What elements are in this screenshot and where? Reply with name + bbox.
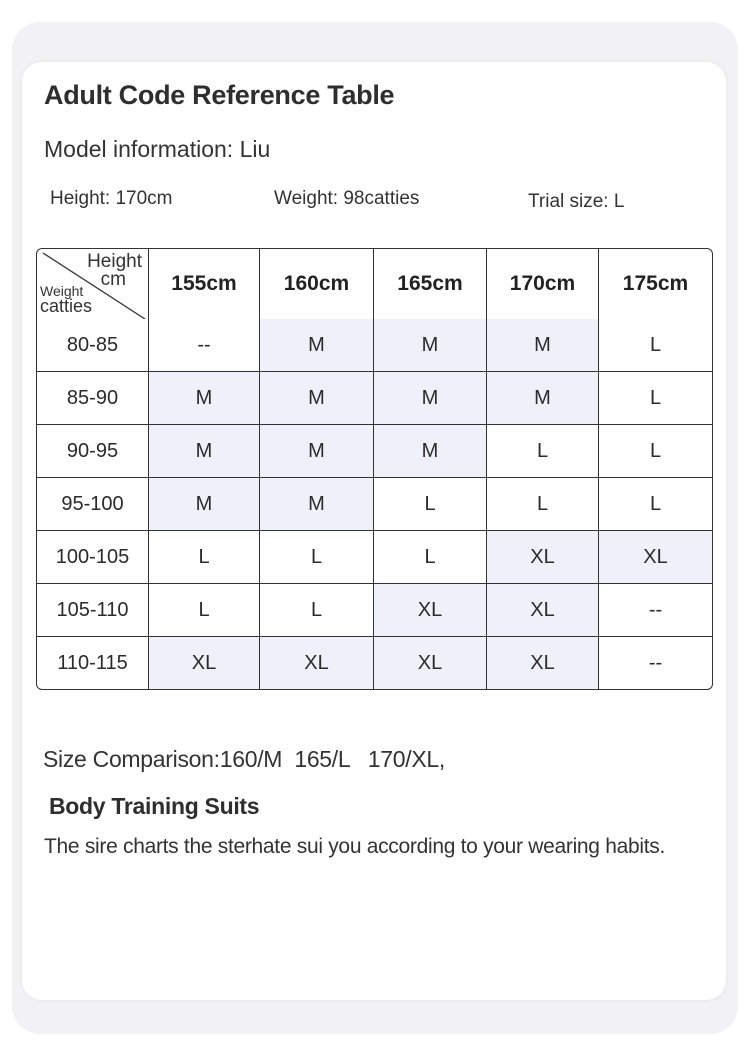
size-cell: M — [374, 319, 487, 372]
size-cell: L — [374, 478, 487, 531]
table-row — [37, 637, 712, 689]
size-cell: XL — [374, 637, 487, 689]
size-cell: -- — [599, 584, 712, 637]
size-cell: -- — [149, 319, 260, 372]
size-cell: L — [487, 425, 599, 478]
size-reference-table — [36, 248, 713, 690]
table-row — [37, 584, 712, 637]
table-row — [37, 372, 712, 425]
table-row — [37, 425, 712, 478]
size-cell: M — [149, 425, 260, 478]
size-cell: M — [149, 372, 260, 425]
weight-range-cell: 90-95 — [37, 425, 149, 478]
size-cell: M — [149, 478, 260, 531]
size-cell: XL — [599, 531, 712, 584]
size-cell: L — [599, 319, 712, 372]
model-info: Model information: Liu — [44, 136, 271, 162]
size-cell: XL — [374, 584, 487, 637]
table-header-row — [37, 249, 712, 319]
table-row — [37, 531, 712, 584]
table-row — [37, 319, 712, 372]
size-cell: L — [149, 584, 260, 637]
weight-range-cell: 80-85 — [37, 319, 149, 372]
size-cell: M — [260, 425, 374, 478]
corner-weight-unit: catties — [40, 296, 93, 316]
corner-height-unit: cm — [100, 269, 126, 290]
column-header: 155cm — [149, 249, 260, 319]
size-comparison-text: Size Comparison:160/M 165/L 170/XL, — [43, 746, 445, 772]
model-weight: Weight: 98catties — [274, 188, 420, 209]
size-cell: M — [487, 319, 599, 372]
table-row — [37, 478, 712, 531]
size-cell: L — [260, 531, 374, 584]
size-cell: L — [260, 584, 374, 637]
size-cell: M — [487, 372, 599, 425]
page-title: Adult Code Reference Table — [44, 80, 395, 110]
size-cell: M — [374, 425, 487, 478]
weight-range-cell: 85-90 — [37, 372, 149, 425]
model-height: Height: 170cm — [50, 188, 173, 209]
size-cell: -- — [648, 651, 663, 674]
size-cell: M — [260, 478, 374, 531]
corner-weight-label: Weight — [40, 283, 84, 299]
weight-range-cell: 110-115 — [37, 637, 149, 689]
size-cell: XL — [487, 531, 599, 584]
size-cell: L — [487, 478, 599, 531]
column-header: 165cm — [374, 249, 487, 319]
size-cell: M — [374, 372, 487, 425]
size-cell: L — [599, 372, 712, 425]
corner-header-cell — [37, 249, 149, 319]
size-cell: M — [260, 319, 374, 372]
column-header: 170cm — [487, 249, 599, 319]
size-cell: XL — [149, 637, 260, 689]
size-cell: L — [149, 531, 260, 584]
size-cell: XL — [260, 637, 374, 689]
size-cell: M — [260, 372, 374, 425]
size-cell: L — [599, 425, 712, 478]
weight-range-cell: 105-110 — [37, 584, 149, 637]
model-trial-size: Trial size: L — [528, 191, 625, 212]
weight-range-cell: 95-100 — [37, 478, 149, 531]
size-cell: XL — [487, 637, 599, 689]
size-cell: L — [599, 478, 712, 531]
section-subtitle: Body Training Suits — [49, 793, 260, 819]
corner-height-label: Height — [87, 251, 142, 272]
weight-range-cell: 100-105 — [37, 531, 149, 584]
column-header: 175cm — [622, 272, 689, 295]
size-cell: XL — [487, 584, 599, 637]
sizing-note: The sire charts the sterhate sui you according to your wearing habits. — [44, 835, 665, 858]
size-cell: L — [374, 531, 487, 584]
column-header: 160cm — [260, 249, 374, 319]
